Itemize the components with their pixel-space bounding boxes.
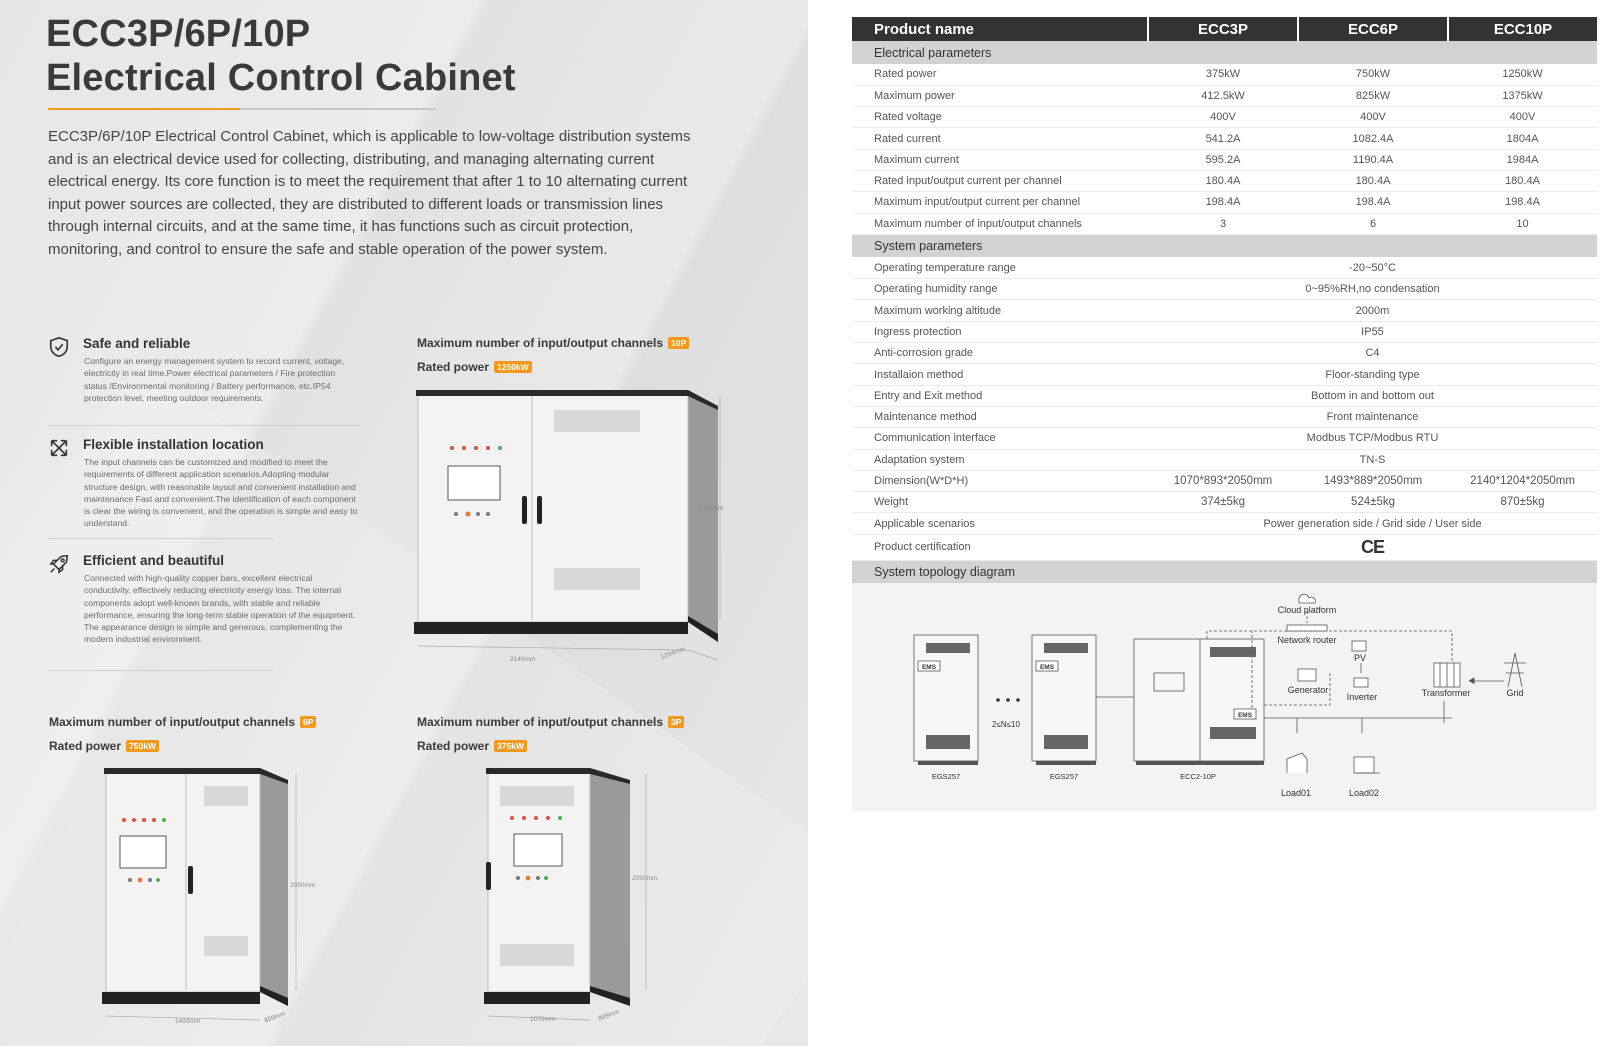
table-row: Applicable scenarios Power generation side / Grid side / User side [852, 513, 1597, 534]
label-load01: Load01 [1280, 788, 1312, 799]
table-row: Entry and Exit method Bottom in and bottom out [852, 385, 1597, 406]
table-row: Rated input/output current per channel 180.4A 180.4A 180.4A [852, 170, 1597, 191]
table-row: Maximum input/output current per channel 198.4A 198.4A 198.4A [852, 192, 1597, 213]
label-ems-2: EMS [1039, 664, 1055, 672]
dimension-width-10p: 2140mm [510, 656, 536, 663]
feature-title: Safe and reliable [83, 336, 191, 351]
table-row: Anti-corrosion grade C4 [852, 343, 1597, 364]
title-underline [48, 108, 436, 110]
power-badge: 1250kW [494, 361, 532, 373]
label-generator: Generator [1287, 685, 1329, 696]
spec-power-10p: Rated power 1250kW [417, 360, 532, 374]
table-row: Installaion method Floor-standing type [852, 364, 1597, 385]
feature-text: Configure an energy management system to record current, voltage, electricity in real time.Power electrical parameters / Fire protection status /Environmental monitoring / Battery performance, etc.IP54 protection level, meeting outdoor requirements. [84, 356, 345, 403]
table-row: Ingress protection IP55 [852, 321, 1597, 342]
spec-power-3p: Rated power 375kW [417, 739, 527, 753]
header-ecc10p: ECC10P [1448, 17, 1597, 41]
dimension-width-3p: 1070mm [530, 1016, 556, 1023]
table-row: Maximum power 412.5kW 825kW 1375kW [852, 85, 1597, 106]
label-grid: Grid [1506, 688, 1524, 699]
label-pv: PV [1353, 653, 1367, 664]
section-electrical: Electrical parameters [852, 41, 1597, 64]
header-product-name: Product name [852, 17, 1148, 41]
cabinet-10p-image [412, 388, 730, 668]
channels-badge: 6P [300, 716, 316, 728]
power-badge: 750kW [126, 740, 159, 752]
system-topology-diagram [852, 583, 1597, 811]
feature-title: Flexible installation location [83, 437, 264, 452]
cabinet-6p-image [100, 766, 320, 1028]
table-row: Rated current 541.2A 1082.4A 1804A [852, 128, 1597, 149]
cabinet-3p-image [482, 766, 662, 1028]
label-egs-1: EGS257 [931, 772, 961, 782]
label-transformer: Transformer [1421, 688, 1471, 699]
table-row: Maintenance method Front maintenance [852, 406, 1597, 427]
feature-efficient-beautiful [48, 553, 360, 653]
table-row: Weight 374±5kg 524±5kg 870±5kg [852, 492, 1597, 513]
shield-check-icon [48, 336, 70, 358]
spec-channels-3p: Maximum number of input/output channels 3P [417, 715, 684, 729]
label-network-router: Network router [1277, 635, 1337, 646]
dimension-depth-10p: 1204mm [659, 645, 686, 662]
label-load02: Load02 [1348, 788, 1380, 799]
ce-mark: CE [1148, 534, 1597, 560]
table-row: Operating temperature range -20~50°C [852, 257, 1597, 278]
table-row: Maximum current 595.2A 1190.4A 1984A [852, 149, 1597, 170]
label-ems-1: EMS [921, 664, 937, 672]
table-row: Product certification CE [852, 534, 1597, 560]
header-ecc3p: ECC3P [1148, 17, 1298, 41]
specification-panel [852, 17, 1597, 811]
product-description: ECC3P/6P/10P Electrical Control Cabinet, which is applicable to low-voltage distribution systems and is an electrical device used for collecting, distributing, and managing alternating current electrical energy. Its core function is to meet the requirement that after 1 to 10 alternating current input power sources are collected, they are distributed to different loads or transmission lines through internal circuits, and at the same time, it has functions such as circuit protection, monitoring, and control to ensure the safe and stable operation of the power system. [48, 128, 691, 258]
table-row: Rated voltage 400V 400V 400V [852, 107, 1597, 128]
power-badge: 375kW [494, 740, 527, 752]
dimension-height-3p: 2050mm [632, 875, 658, 882]
feature-title: Efficient and beautiful [83, 553, 225, 568]
table-row: Dimension(W*D*H) 1070*893*2050mm 1493*889*2050mm 2140*1204*2050mm [852, 470, 1597, 491]
table-row: Maximum number of input/output channels 3 6 10 [852, 213, 1597, 234]
feature-safe-reliable [48, 336, 360, 426]
label-ecc: ECC2-10P [1180, 772, 1216, 782]
header-ecc6p: ECC6P [1298, 17, 1448, 41]
label-range: 2≤N≤10 [992, 720, 1020, 730]
channels-badge: 10P [668, 337, 689, 349]
dimension-height-6p: 2050mm [290, 882, 316, 889]
table-header-row [852, 17, 1597, 41]
spec-channels-10p: Maximum number of input/output channels 10P [417, 336, 689, 350]
spec-table [852, 17, 1597, 583]
feature-text: Connected with high-quality copper bars, excellent electrical conductivity, effectively reducing electricity energy loss. The internal components adopt well-known brands, with stable and reliable performance, ensuring the long-term stable operation of the equipment. The appearance design is simple and generous, complementing the modern industrial environment. [84, 573, 356, 645]
spec-channels-6p: Maximum number of input/output channels 6P [49, 715, 316, 729]
label-inverter: Inverter [1346, 692, 1378, 703]
rocket-icon [48, 553, 70, 575]
channels-badge: 3P [668, 716, 684, 728]
table-row: Maximum working altitude 2000m [852, 300, 1597, 321]
section-system: System parameters [852, 234, 1597, 257]
expand-arrows-icon [48, 437, 70, 459]
label-egs-2: EGS257 [1049, 772, 1079, 782]
page-title: ECC3P/6P/10P Electrical Control Cabinet [46, 13, 516, 99]
section-topology: System topology diagram [852, 560, 1597, 583]
spec-power-6p: Rated power 750kW [49, 739, 159, 753]
dimension-depth-6p: 889mm [263, 1010, 287, 1025]
feature-flexible-installation [48, 437, 360, 537]
label-ems-3: EMS [1237, 712, 1253, 720]
feature-text: The input channels can be customized and modified to meet the requirements of different application scenarios.Adopting modular structure design, with reasonable layout and convenient installation and maintenance Fast and convenient.The identification of each component is clear the wiring is convenient, and the operation is simple and easy to understand. [84, 457, 358, 529]
label-cloud-platform: Cloud platform [1277, 605, 1337, 616]
table-row: Communication interface Modbus TCP/Modbus RTU [852, 428, 1597, 449]
table-row: Adaptation system TN-S [852, 449, 1597, 470]
table-row: Operating humidity range 0~95%RH,no condensation [852, 279, 1597, 300]
dimension-depth-3p: 889mm [597, 1008, 621, 1023]
dimension-width-6p: 1493mm [175, 1018, 201, 1025]
dimension-height-10p: 2050mm [698, 505, 724, 512]
table-row: Rated power 375kW 750kW 1250kW [852, 64, 1597, 85]
